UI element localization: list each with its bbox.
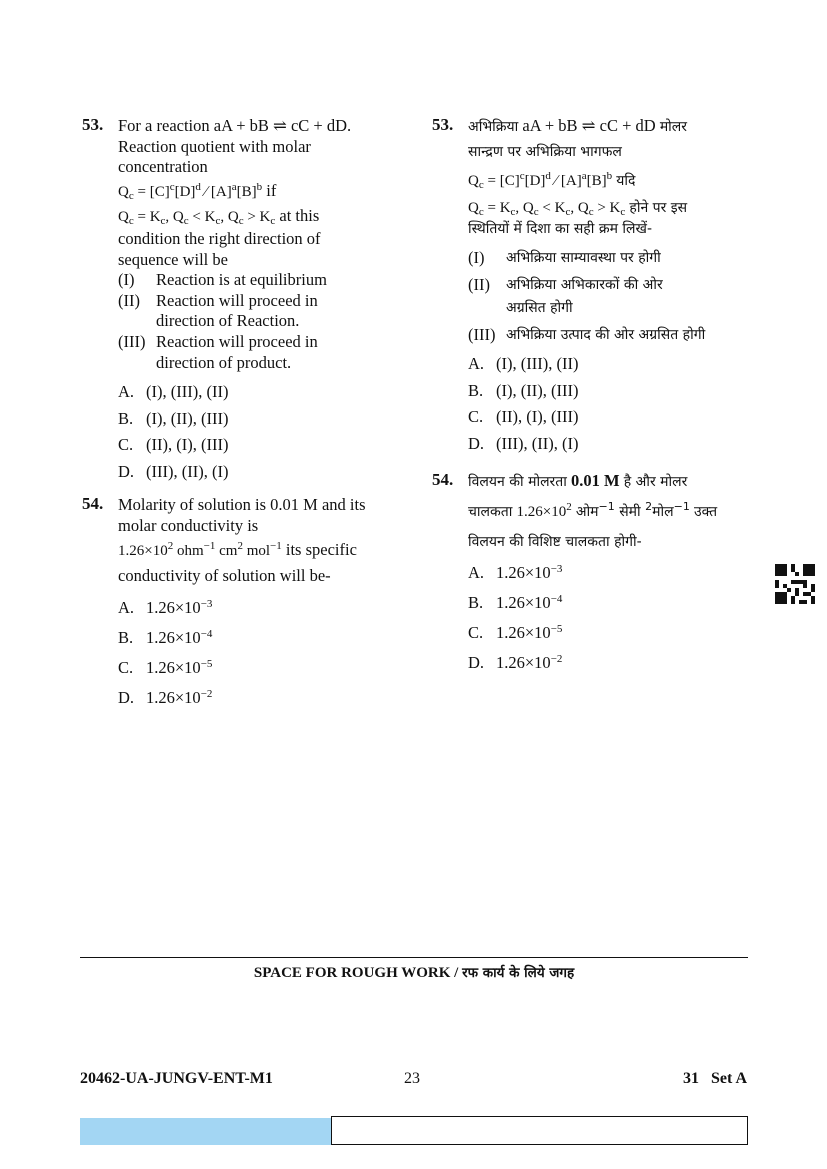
- qc-condition: $Q_c = K_c$, $Q_c < K_c$, $Q_c > K_c$ at this: [118, 206, 320, 228]
- option-mantissa: 1.26×10: [146, 627, 201, 647]
- option-b[interactable]: [468, 378, 742, 405]
- option-text: (II), (I), (III): [496, 407, 579, 427]
- reaction-equation: aA + bB ⇌ cC + dD: [522, 116, 656, 135]
- rough-work-divider: [80, 957, 748, 958]
- statement-roman: (I): [118, 270, 135, 290]
- option-label: A.: [118, 382, 135, 402]
- footer-blank-box: [331, 1116, 748, 1145]
- statement-iii: [468, 325, 742, 346]
- hindi-text: अभिक्रिया: [468, 119, 519, 135]
- option-mantissa: 1.26×10: [496, 653, 551, 673]
- molarity-value: 0.01 M: [571, 471, 620, 491]
- paper-code: 20462-UA-JUNGV-ENT-M1: [80, 1070, 273, 1087]
- question-53-english: [82, 116, 392, 485]
- hindi-text: है और मोलर: [623, 474, 688, 491]
- value-suffix: its specific: [285, 540, 357, 560]
- options-list: [118, 593, 392, 713]
- option-c[interactable]: [468, 618, 742, 648]
- option-label: D.: [118, 687, 135, 707]
- statement-i: [118, 270, 392, 291]
- question-53-hindi: [432, 116, 742, 457]
- qr-code-icon: [775, 564, 815, 604]
- option-d[interactable]: [118, 683, 392, 713]
- option-a[interactable]: [468, 558, 742, 588]
- question-54-english: [82, 495, 392, 712]
- statement-text: direction of product.: [156, 352, 292, 372]
- option-a[interactable]: [468, 351, 742, 378]
- hindi-text: चालकता: [468, 503, 513, 520]
- qc-condition: $Q_c = K_c$, $Q_c < K_c$, $Q_c > K_c$ होने पर इस: [468, 199, 688, 218]
- option-text: (III), (II), (I): [146, 461, 229, 481]
- footer-color-bar: [80, 1118, 332, 1145]
- option-exponent: −2: [200, 687, 213, 700]
- statement-text: direction of Reaction.: [156, 311, 300, 331]
- option-exponent: −3: [200, 597, 213, 610]
- option-label: C.: [118, 435, 134, 455]
- question-text: molar conductivity is: [118, 515, 259, 535]
- statement-text: अभिक्रिया साम्यावस्था पर होगी: [506, 249, 661, 266]
- question-text: सान्द्रण पर अभिक्रिया भागफल: [468, 143, 622, 160]
- option-label: B.: [118, 627, 134, 647]
- option-label: A.: [468, 563, 485, 583]
- question-number: 54.: [432, 470, 454, 490]
- option-exponent: −5: [550, 623, 563, 636]
- statement-i: [468, 248, 742, 269]
- option-a[interactable]: [118, 593, 392, 623]
- statement-roman: (III): [468, 324, 496, 344]
- question-text: स्थितियों में दिशा का सही क्रम लिखें-: [468, 221, 653, 238]
- question-text: [468, 116, 742, 138]
- condition-suffix: होने पर इस: [629, 199, 688, 216]
- option-c[interactable]: [118, 432, 392, 459]
- option-label: A.: [118, 597, 135, 617]
- qc-formula: $Q_c = [C]^c[D]^d$ ∕ $[A]^a[B]^b$ यदि: [468, 170, 636, 192]
- statement-text: Reaction is at equilibrium: [156, 270, 327, 290]
- option-mantissa: 1.26×10: [146, 657, 201, 677]
- option-b[interactable]: [468, 588, 742, 618]
- question-text: For a reaction aA + bB ⇌ cC + dD.: [118, 116, 352, 135]
- question-number: 54.: [82, 494, 104, 514]
- question-text: Molarity of solution is 0.01 M and its: [118, 495, 366, 515]
- option-exponent: −2: [550, 653, 563, 666]
- option-d[interactable]: [468, 648, 742, 678]
- statement-roman: (II): [118, 290, 140, 310]
- option-text: (I), (II), (III): [496, 380, 579, 400]
- if-word: if: [266, 180, 277, 200]
- rough-work-english: SPACE FOR ROUGH WORK /: [253, 965, 459, 981]
- if-word: यदि: [616, 173, 636, 190]
- option-label: D.: [468, 653, 485, 673]
- statement-text: Reaction will proceed in: [156, 290, 318, 310]
- question-text: concentration: [118, 157, 208, 177]
- condition-suffix: at this: [279, 206, 320, 226]
- option-label: D.: [468, 433, 485, 453]
- option-label: A.: [468, 354, 485, 374]
- option-label: C.: [118, 657, 134, 677]
- option-b[interactable]: [118, 406, 392, 433]
- statement-text: अग्रसित होगी: [506, 300, 573, 317]
- option-label: C.: [468, 407, 484, 427]
- option-mantissa: 1.26×10: [146, 597, 201, 617]
- qc-formula: $Q_c = [C]^c[D]^d$ ∕ $[A]^a[B]^b$ if: [118, 180, 277, 202]
- options-list: [468, 558, 742, 678]
- options-list: [118, 379, 392, 485]
- question-text: sequence will be: [118, 249, 228, 269]
- option-exponent: −4: [200, 627, 213, 640]
- statement-roman: (II): [468, 274, 490, 294]
- option-label: B.: [468, 380, 484, 400]
- option-mantissa: 1.26×10: [146, 687, 201, 707]
- statement-roman: (III): [118, 331, 146, 351]
- option-label: C.: [468, 623, 484, 643]
- hindi-text: उक्त: [693, 503, 718, 520]
- question-text: Reaction quotient with molar: [118, 136, 311, 156]
- hindi-column: [432, 116, 742, 678]
- statement-text: अभिक्रिया अभिकारकों की ओर: [506, 276, 663, 293]
- option-text: (I), (III), (II): [496, 354, 579, 374]
- english-column: [82, 116, 392, 713]
- option-exponent: −3: [550, 563, 563, 576]
- option-d[interactable]: [118, 459, 392, 486]
- statement-ii: [118, 291, 392, 332]
- question-text: [468, 471, 742, 493]
- option-c[interactable]: [118, 653, 392, 683]
- hindi-text: मोलर: [659, 119, 688, 135]
- options-list: [468, 351, 742, 457]
- question-text: condition the right direction of: [118, 228, 321, 248]
- question-54-hindi: [432, 471, 742, 678]
- option-mantissa: 1.26×10: [496, 593, 551, 613]
- question-text: conductivity of solution will be-: [118, 565, 331, 585]
- option-text: (II), (I), (III): [146, 435, 229, 455]
- option-text: (III), (II), (I): [496, 433, 579, 453]
- option-a[interactable]: [118, 379, 392, 406]
- question-text: विलयन की विशिष्ट चालकता होगी-: [468, 533, 642, 550]
- option-text: (I), (III), (II): [146, 382, 229, 402]
- conductivity-value: चालकता $1.26\times 10^2$ ओम$^{-1}$ सेमी $^2$मोल$^{-1}$ उक्त: [468, 499, 718, 520]
- rough-work-hindi: रफ कार्य के लिये जगह: [462, 965, 575, 981]
- option-mantissa: 1.26×10: [496, 563, 551, 583]
- option-b[interactable]: [118, 623, 392, 653]
- statement-text: अभिक्रिया उत्पाद की ओर अग्रसित होगी: [506, 326, 706, 343]
- statement-roman: (I): [468, 247, 485, 267]
- statement-ii: [468, 275, 742, 319]
- option-label: D.: [118, 461, 135, 481]
- set-label: 31 Set A: [683, 1070, 747, 1087]
- option-exponent: −4: [550, 593, 563, 606]
- statement-iii: [118, 332, 392, 373]
- rough-work-heading: [80, 963, 748, 982]
- option-label: B.: [118, 408, 134, 428]
- option-d[interactable]: [468, 431, 742, 458]
- page-number: 23: [404, 1070, 420, 1087]
- option-text: (I), (II), (III): [146, 408, 229, 428]
- option-label: B.: [468, 593, 484, 613]
- option-c[interactable]: [468, 404, 742, 431]
- option-mantissa: 1.26×10: [496, 623, 551, 643]
- statement-text: Reaction will proceed in: [156, 331, 318, 351]
- hindi-text: विलयन की मोलरता: [468, 474, 567, 491]
- question-number: 53.: [432, 115, 454, 134]
- question-number: 53.: [82, 115, 104, 134]
- conductivity-value: $1.26\times 10^2$ ohm$^{-1}$ $cm^2$ mol$^{-1}$ its specific: [118, 540, 357, 560]
- option-exponent: −5: [200, 657, 213, 670]
